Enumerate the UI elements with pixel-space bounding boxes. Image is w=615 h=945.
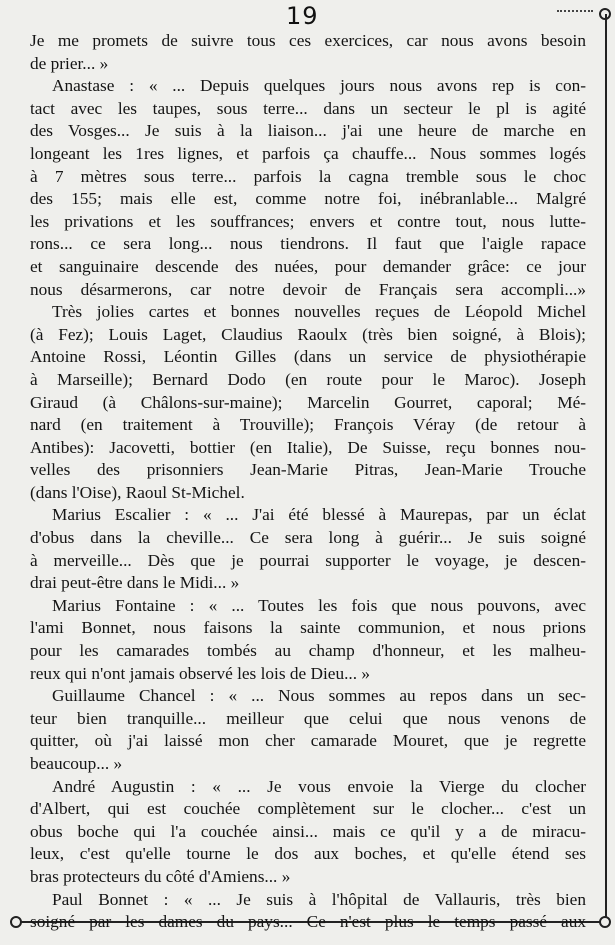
text-line: et sanguinaire descende des nuées, pour demander grâce: ce jour xyxy=(30,256,586,276)
text-line: drai peut-être dans le Midi... » xyxy=(30,573,240,593)
text-line: velles des prisonniers Jean-Marie Pitras, Jean-Marie Trouche xyxy=(30,460,586,480)
text-line: tact avec les taupes, sous terre... dans un secteur le pl is agité xyxy=(30,98,586,118)
text-line: d'obus dans la cheville... Ce sera long à guérir... Je suis soigné xyxy=(30,528,586,548)
text-line: à 7 mètres sous terre... parfois la cagna tremble sous le choc xyxy=(30,166,586,186)
text-line: Je me promets de suivre tous ces exercices, car nous avons besoin xyxy=(30,31,586,50)
text-line: quitter, où j'ai laissé mon cher camarade Mouret, que je regrette xyxy=(30,731,586,751)
page-border-right xyxy=(605,14,607,923)
text-line: rons... ce sera long... nous tiendrons. Il faut que l'aigle rapace xyxy=(30,234,586,254)
text-line: longeant les 1res lignes, et parfois ça chauffe... Nous sommes logés xyxy=(30,143,586,163)
text-line: (dans l'Oise), Raoul St-Michel. xyxy=(30,482,245,502)
text-line: des 155; mais elle est, comme notre foi, inébranlable... Malgré xyxy=(30,189,586,209)
text-line: à merveille... Dès que je pourrai supporter le voyage, je descen- xyxy=(30,550,586,570)
top-ornament xyxy=(557,10,593,16)
corner-ornament-bottom-right xyxy=(599,916,611,928)
corner-ornament-bottom-left xyxy=(10,916,22,928)
text-line: d'Albert, qui est couchée complètement sur le clocher... c'est un xyxy=(30,799,586,819)
text-line: Antoine Rossi, Léontin Gilles (dans un service de physiothérapie xyxy=(30,347,586,367)
text-line: teur bien tranquille... meilleur que celui que nous venons de xyxy=(30,708,586,728)
text-line: obus boche qui l'a couchée ainsi... mais ce qu'il y a de miracu- xyxy=(30,821,586,841)
text-line: soigné par les dames du pays... Ce n'est plus le temps passé aux xyxy=(30,912,586,932)
page-number: 19 xyxy=(286,2,319,30)
text-line: Giraud (à Châlons-sur-maine); Marcelin Gourret, caporal; Mé- xyxy=(30,392,586,412)
text-line: Marius Escalier : « ... J'ai été blessé à Maurepas, par un éclat xyxy=(52,505,586,525)
text-line: les privations et les souffrances; envers et contre tout, nous lutte- xyxy=(30,211,586,231)
text-line: reux qui n'ont jamais observé les lois de Dieu... » xyxy=(30,663,371,683)
text-line: (à Fez); Louis Laget, Claudius Raoulx (très bien soigné, à Blois); xyxy=(30,324,586,344)
text-line: l'ami Bonnet, nous faisons la sainte communion, et nous prions xyxy=(30,618,586,638)
text-line: nous désarmerons, car notre devoir de Français sera accompli...» xyxy=(30,279,586,299)
text-line: André Augustin : « ... Je vous envoie la Vierge du clocher xyxy=(52,776,586,796)
text-line: Très jolies cartes et bonnes nouvelles reçues de Léopold Michel xyxy=(52,302,586,322)
text-line: Antibes): Jacovetti, bottier (en Italie), De Suisse, reçu bonnes nou- xyxy=(30,437,586,457)
text-line: beaucoup... » xyxy=(30,754,123,773)
text-line: de prier... » xyxy=(30,53,109,73)
text-line: nard (en traitement à Trouville); François Véray (de retour à xyxy=(30,415,586,435)
text-line: des Vosges... Je suis à la liaison... j'ai une heure de marche en xyxy=(30,121,586,141)
body-text xyxy=(30,30,586,934)
text-line: Anastase : « ... Depuis quelques jours nous avons rep is con- xyxy=(52,76,586,96)
text-line: Marius Fontaine : « ... Toutes les fois que nous pouvons, avec xyxy=(52,595,586,615)
text-line: leux, c'est qu'elle tourne le dos aux boches, et qu'elle étend ses xyxy=(30,844,586,864)
text-line: Guillaume Chancel : « ... Nous sommes au repos dans un sec- xyxy=(52,686,586,706)
text-line: pour les camarades tombés au champ d'honneur, et les malheu- xyxy=(30,641,586,661)
text-line: bras protecteurs du côté d'Amiens... » xyxy=(30,866,291,886)
text-line: à Marseille); Bernard Dodo (en route pour le Maroc). Joseph xyxy=(30,369,586,389)
text-line: Paul Bonnet : « ... Je suis à l'hôpital de Vallauris, très bien xyxy=(52,889,586,909)
